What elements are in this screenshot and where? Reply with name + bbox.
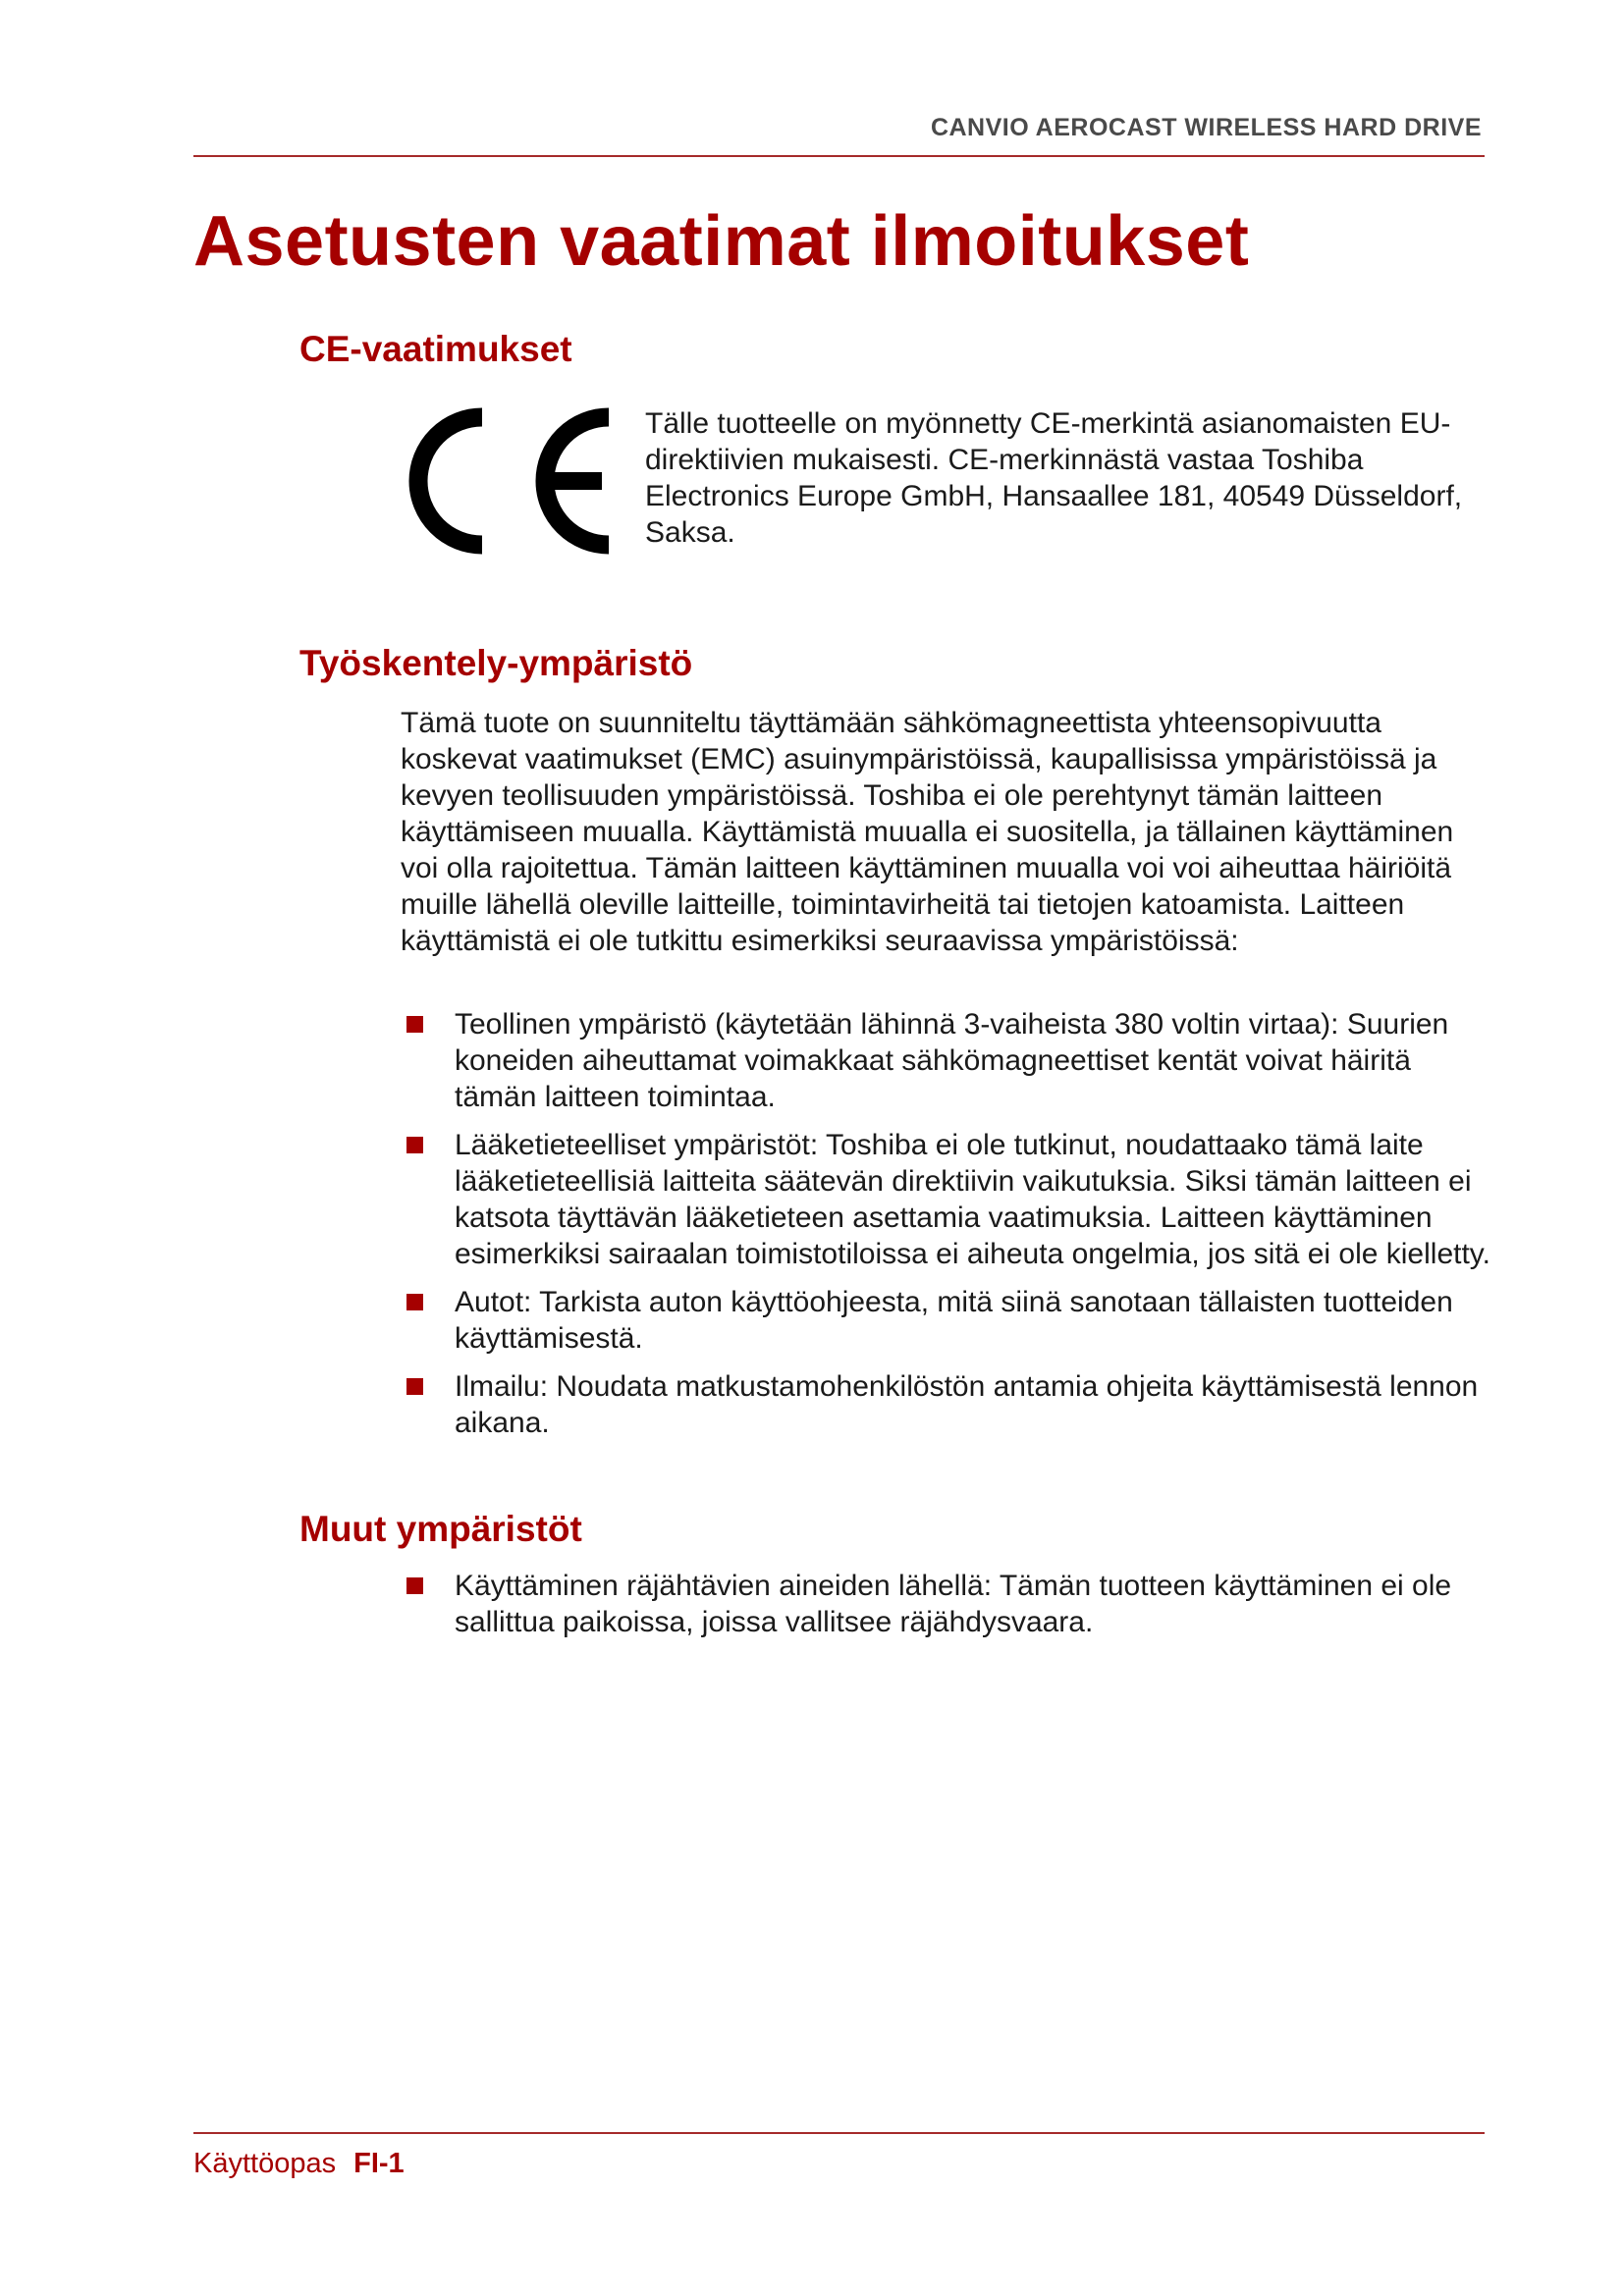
bullet-square-icon: [406, 1294, 423, 1310]
footer-label: Käyttöopas: [193, 2148, 337, 2179]
environment-list: [401, 1006, 1490, 1453]
list-item-text: Ilmailu: Noudata matkustamohenkilöstön antamia ohjeita käyttämisestä lennon aikana.: [455, 1370, 1479, 1439]
header-rule: [193, 155, 1485, 157]
list-item: [401, 1006, 1490, 1115]
page-title: Asetusten vaatimat ilmoitukset: [193, 202, 1250, 281]
list-item: [401, 1127, 1490, 1272]
work-environment-paragraph: Tämä tuote on suunniteltu täyttämään sähkömagneettista yhteensopivuutta koskevat vaatimukset (EMC) asuinympäristöissä, kaupallisissa ympäristöissä ja kevyen teollisuuden ympäristöissä. Toshiba ei ole perehtynyt tämän laitteen käyttämiseen muualla. Käyttämistä muualla ei suositella, ja tällainen käyttäminen voi olla rajoitettua. Tämän laitteen käyttäminen muualla voi voi aiheuttaa häiriöitä muille lähellä oleville laitteille, toimintavirheitä tai tietojen katoamista. Laitteen käyttämistä ei ole tutkittu esimerkiksi seuraavissa ympäristöissä:: [401, 707, 1454, 957]
list-item-text: Teollinen ympäristö (käytetään lähinnä 3-vaiheista 380 voltin virtaa): Suurien koneiden aiheuttamat voimakkaat sähkömagneettiset kentät voivat häiritä tämän laitteen toimintaa.: [455, 1008, 1449, 1113]
list-item: [401, 1368, 1490, 1441]
bullet-square-icon: [406, 1016, 423, 1033]
other-environments-heading: Muut ympäristöt: [299, 1509, 582, 1549]
footer-rule: [193, 2132, 1485, 2134]
bullet-square-icon: [406, 1577, 423, 1594]
list-item-text: Lääketieteelliset ympäristöt: Toshiba ei ole tutkinut, noudattaako tämä laite lääketieteellisiä laitteita säätevän direktiivin vaikutuksia. Siksi tämän laitteen ei katsota täyttävän lääketieteen asettamia vaatimuksia. Laitteen käyttäminen esimerkiksi sairaalan toimistotiloissa ei aiheuta ongelmia, jos sitä ei ole kielletty.: [455, 1129, 1490, 1270]
list-item-text: Käyttäminen räjähtävien aineiden lähellä: Tämän tuotteen käyttäminen ei ole sallittua paikoissa, joissa vallitsee räjähdysvaara.: [455, 1570, 1452, 1638]
bullet-square-icon: [406, 1378, 423, 1395]
list-item: [401, 1284, 1490, 1357]
list-item-text: Autot: Tarkista auton käyttöohjeesta, mitä siinä sanotaan tällaisten tuotteiden käyttämisestä.: [455, 1286, 1453, 1355]
work-environment-heading: Työskentely-ympäristö: [299, 643, 693, 683]
page-footer: [193, 2148, 405, 2180]
bullet-square-icon: [406, 1137, 423, 1153]
ce-section-heading: CE-vaatimukset: [299, 329, 572, 369]
list-item: [401, 1568, 1490, 1640]
ce-statement: Tälle tuotteelle on myönnetty CE-merkintä asianomaisten EU-direktiivien mukaisesti. CE-merkinnästä vastaa Toshiba Electronics Europe GmbH, Hansaallee 181, 40549 Düsseldorf, Saksa.: [645, 407, 1463, 549]
ce-mark-icon: [407, 407, 614, 555]
other-environments-list: [401, 1568, 1490, 1652]
page-number: FI-1: [353, 2148, 405, 2179]
running-header: CANVIO AEROCAST WIRELESS HARD DRIVE: [930, 114, 1482, 141]
